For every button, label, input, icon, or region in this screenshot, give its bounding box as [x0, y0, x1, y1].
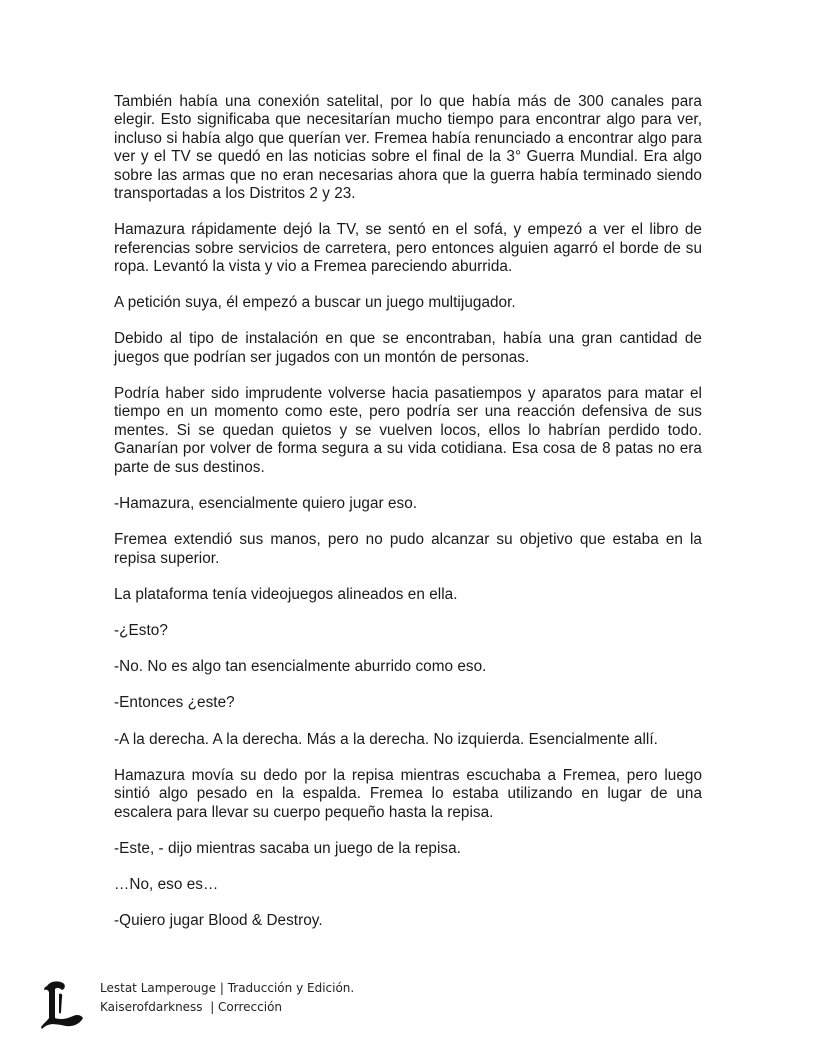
dialogue-line: -Este, - dijo mientras sacaba un juego de la repisa. — [114, 839, 461, 857]
dialogue-line: …No, eso es… — [114, 875, 219, 893]
paragraph: También había una conexión satelital, por lo que había más de 300 canales para elegir. Esto significaba que necesitarían mucho tiempo para encontrar algo para ver, incluso si había algo que querían ver. Fremea había renunciado a encontrar algo para ver y el TV se quedó en las noticias sobre el final de la 3° Guerra Mundial. Era algo sobre las armas que no eran necesarias ahora que la guerra había terminado siendo transportadas a los Distritos 2 y 23. — [114, 93, 702, 203]
dialogue-line: -Quiero jugar Blood & Destroy. — [114, 912, 323, 930]
document-body — [114, 93, 702, 948]
credit-correction: Kaiserofdarkness | Corrección — [100, 1000, 283, 1014]
credit-translation: Lestat Lamperouge | Traducción y Edición. — [100, 981, 355, 995]
dialogue-line: -Entonces ¿este? — [114, 694, 235, 712]
dialogue-line: -¿Esto? — [114, 621, 168, 639]
paragraph: Podría haber sido imprudente volverse hacia pasatiempos y aparatos para matar el tiempo en un momento como este, pero podría ser una reacción defensiva de sus mentes. Si se quedan quietos y se vuelven locos, ellos lo habrían perdido todo. Ganarían por volver de forma segura a su vida cotidiana. Esa cosa de 8 patas no era parte de sus destinos. — [114, 385, 702, 476]
dialogue-line: -Hamazura, esencialmente quiero jugar eso. — [114, 494, 418, 512]
dialogue-line: -A la derecha. A la derecha. Más a la derecha. No izquierda. Esencialmente allí. — [114, 730, 658, 748]
gothic-l-logo-icon — [40, 978, 86, 1030]
paragraph: Fremea extendió sus manos, pero no pudo alcanzar su objetivo que estaba en la repisa superior. — [114, 531, 702, 567]
paragraph: Debido al tipo de instalación en que se encontraban, había una gran cantidad de juegos que podrían ser jugados con un montón de personas. — [114, 330, 702, 366]
paragraph: A petición suya, él empezó a buscar un juego multijugador. — [114, 294, 516, 312]
dialogue-line: -No. No es algo tan esencialmente aburrido como eso. — [114, 658, 487, 676]
paragraph: Hamazura movía su dedo por la repisa mientras escuchaba a Fremea, pero luego sintió algo pesado en la espalda. Fremea lo estaba utilizando en lugar de una escalera para llevar su cuerpo pequeño hasta la repisa. — [114, 766, 702, 821]
credits — [100, 979, 354, 1017]
page-footer — [40, 978, 440, 1038]
paragraph: Hamazura rápidamente dejó la TV, se sentó en el sofá, y empezó a ver el libro de referencias sobre servicios de carretera, pero entonces alguien agarró el borde de su ropa. Levantó la vista y vio a Fremea pareciendo aburrida. — [114, 221, 702, 276]
paragraph: La plataforma tenía videojuegos alineados en ella. — [114, 585, 458, 603]
